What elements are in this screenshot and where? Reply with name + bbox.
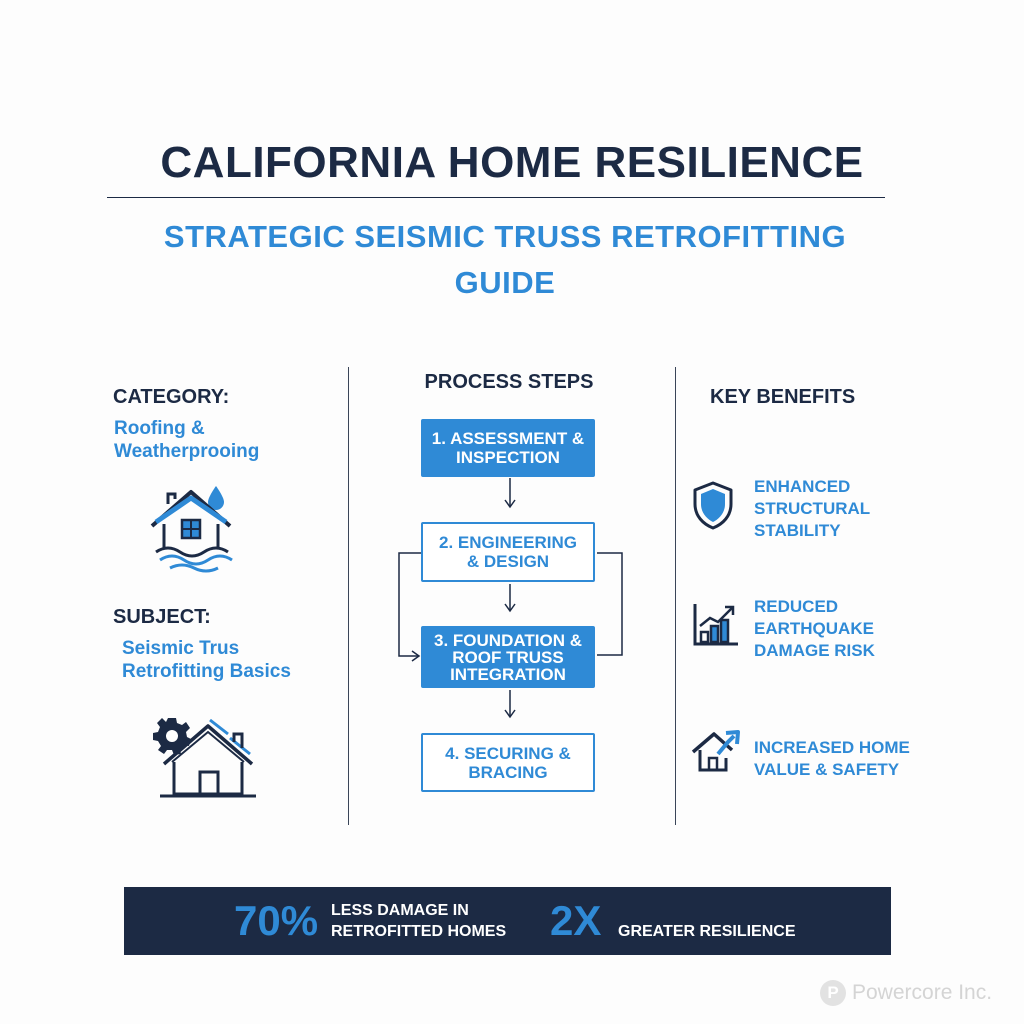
column-divider-right bbox=[675, 367, 676, 825]
subject-line-1: Seismic Trus bbox=[122, 638, 240, 659]
subject-label: SUBJECT: bbox=[113, 606, 211, 628]
benefit-1-line-1: ENHANCED bbox=[754, 477, 851, 496]
benefit-1 bbox=[754, 476, 954, 542]
process-step-3-line-3: INTEGRATION bbox=[450, 664, 566, 684]
process-steps-heading: PROCESS STEPS bbox=[424, 371, 594, 393]
watermark bbox=[820, 980, 992, 1006]
house-gear-icon bbox=[150, 712, 258, 800]
process-step-2-line-2: & DESIGN bbox=[466, 552, 550, 571]
stat-1-value: 70% bbox=[234, 897, 319, 944]
benefit-1-line-2: STRUCTURAL bbox=[754, 499, 871, 518]
stat-1-line-1: LESS DAMAGE IN bbox=[331, 902, 469, 919]
process-step-2-line-1: 2. ENGINEERING bbox=[439, 533, 577, 552]
process-step-3-line-1: 3. FOUNDATION & bbox=[434, 630, 582, 650]
subject-line-2: Retrofitting Basics bbox=[122, 661, 291, 682]
process-step-1-line-1: 1. ASSESSMENT & bbox=[431, 429, 585, 448]
benefit-3 bbox=[754, 737, 954, 781]
subtitle-line-2: GUIDE bbox=[454, 265, 556, 300]
title-divider bbox=[107, 197, 885, 198]
growth-chart-icon bbox=[692, 600, 740, 648]
stat-1-line-2: RETROFITTED HOMES bbox=[331, 923, 507, 940]
key-benefits-heading: KEY BENEFITS bbox=[710, 386, 856, 408]
stat-2-label: GREATER RESILIENCE bbox=[618, 923, 796, 940]
stat-2-value: 2X bbox=[550, 897, 602, 944]
benefit-2 bbox=[754, 596, 954, 662]
stat-1-label bbox=[331, 900, 506, 942]
process-flow-arrows bbox=[390, 470, 630, 730]
category-line-1: Roofing & bbox=[114, 418, 205, 439]
process-step-2 bbox=[421, 522, 595, 582]
shield-icon bbox=[692, 480, 734, 530]
watermark-logo-icon: P bbox=[820, 980, 846, 1006]
watermark-text: Powercore Inc. bbox=[852, 981, 993, 1004]
process-step-3-line-2: ROOF TRUSS bbox=[452, 647, 564, 667]
page-subtitle bbox=[110, 214, 900, 306]
process-step-4 bbox=[421, 733, 595, 792]
process-step-1-line-2: INSPECTION bbox=[456, 448, 560, 467]
house-arrow-icon bbox=[690, 728, 742, 774]
process-step-4-line-2: BRACING bbox=[468, 762, 548, 782]
process-step-4-line-1: 4. SECURING & bbox=[445, 743, 571, 763]
stats-band bbox=[124, 887, 891, 955]
subtitle-line-1: STRATEGIC SEISMIC TRUSS RETROFITTING bbox=[163, 219, 847, 254]
benefit-3-line-1: INCREASED HOME bbox=[754, 738, 910, 757]
benefit-2-line-3: DAMAGE RISK bbox=[754, 641, 875, 660]
column-divider-left bbox=[348, 367, 349, 825]
benefit-3-line-2: VALUE & SAFETY bbox=[754, 760, 900, 779]
benefit-2-line-1: REDUCED bbox=[754, 597, 839, 616]
process-step-1 bbox=[421, 419, 595, 477]
category-value bbox=[114, 417, 259, 463]
benefit-1-line-3: STABILITY bbox=[754, 521, 841, 540]
page-title: CALIFORNIA HOME RESILIENCE bbox=[160, 138, 864, 187]
category-label: CATEGORY: bbox=[113, 386, 230, 408]
subject-value bbox=[122, 637, 291, 683]
house-water-icon bbox=[146, 482, 242, 574]
benefit-2-line-2: EARTHQUAKE bbox=[754, 619, 874, 638]
category-line-2: Weatherprooing bbox=[114, 441, 260, 462]
process-step-3 bbox=[421, 626, 595, 688]
